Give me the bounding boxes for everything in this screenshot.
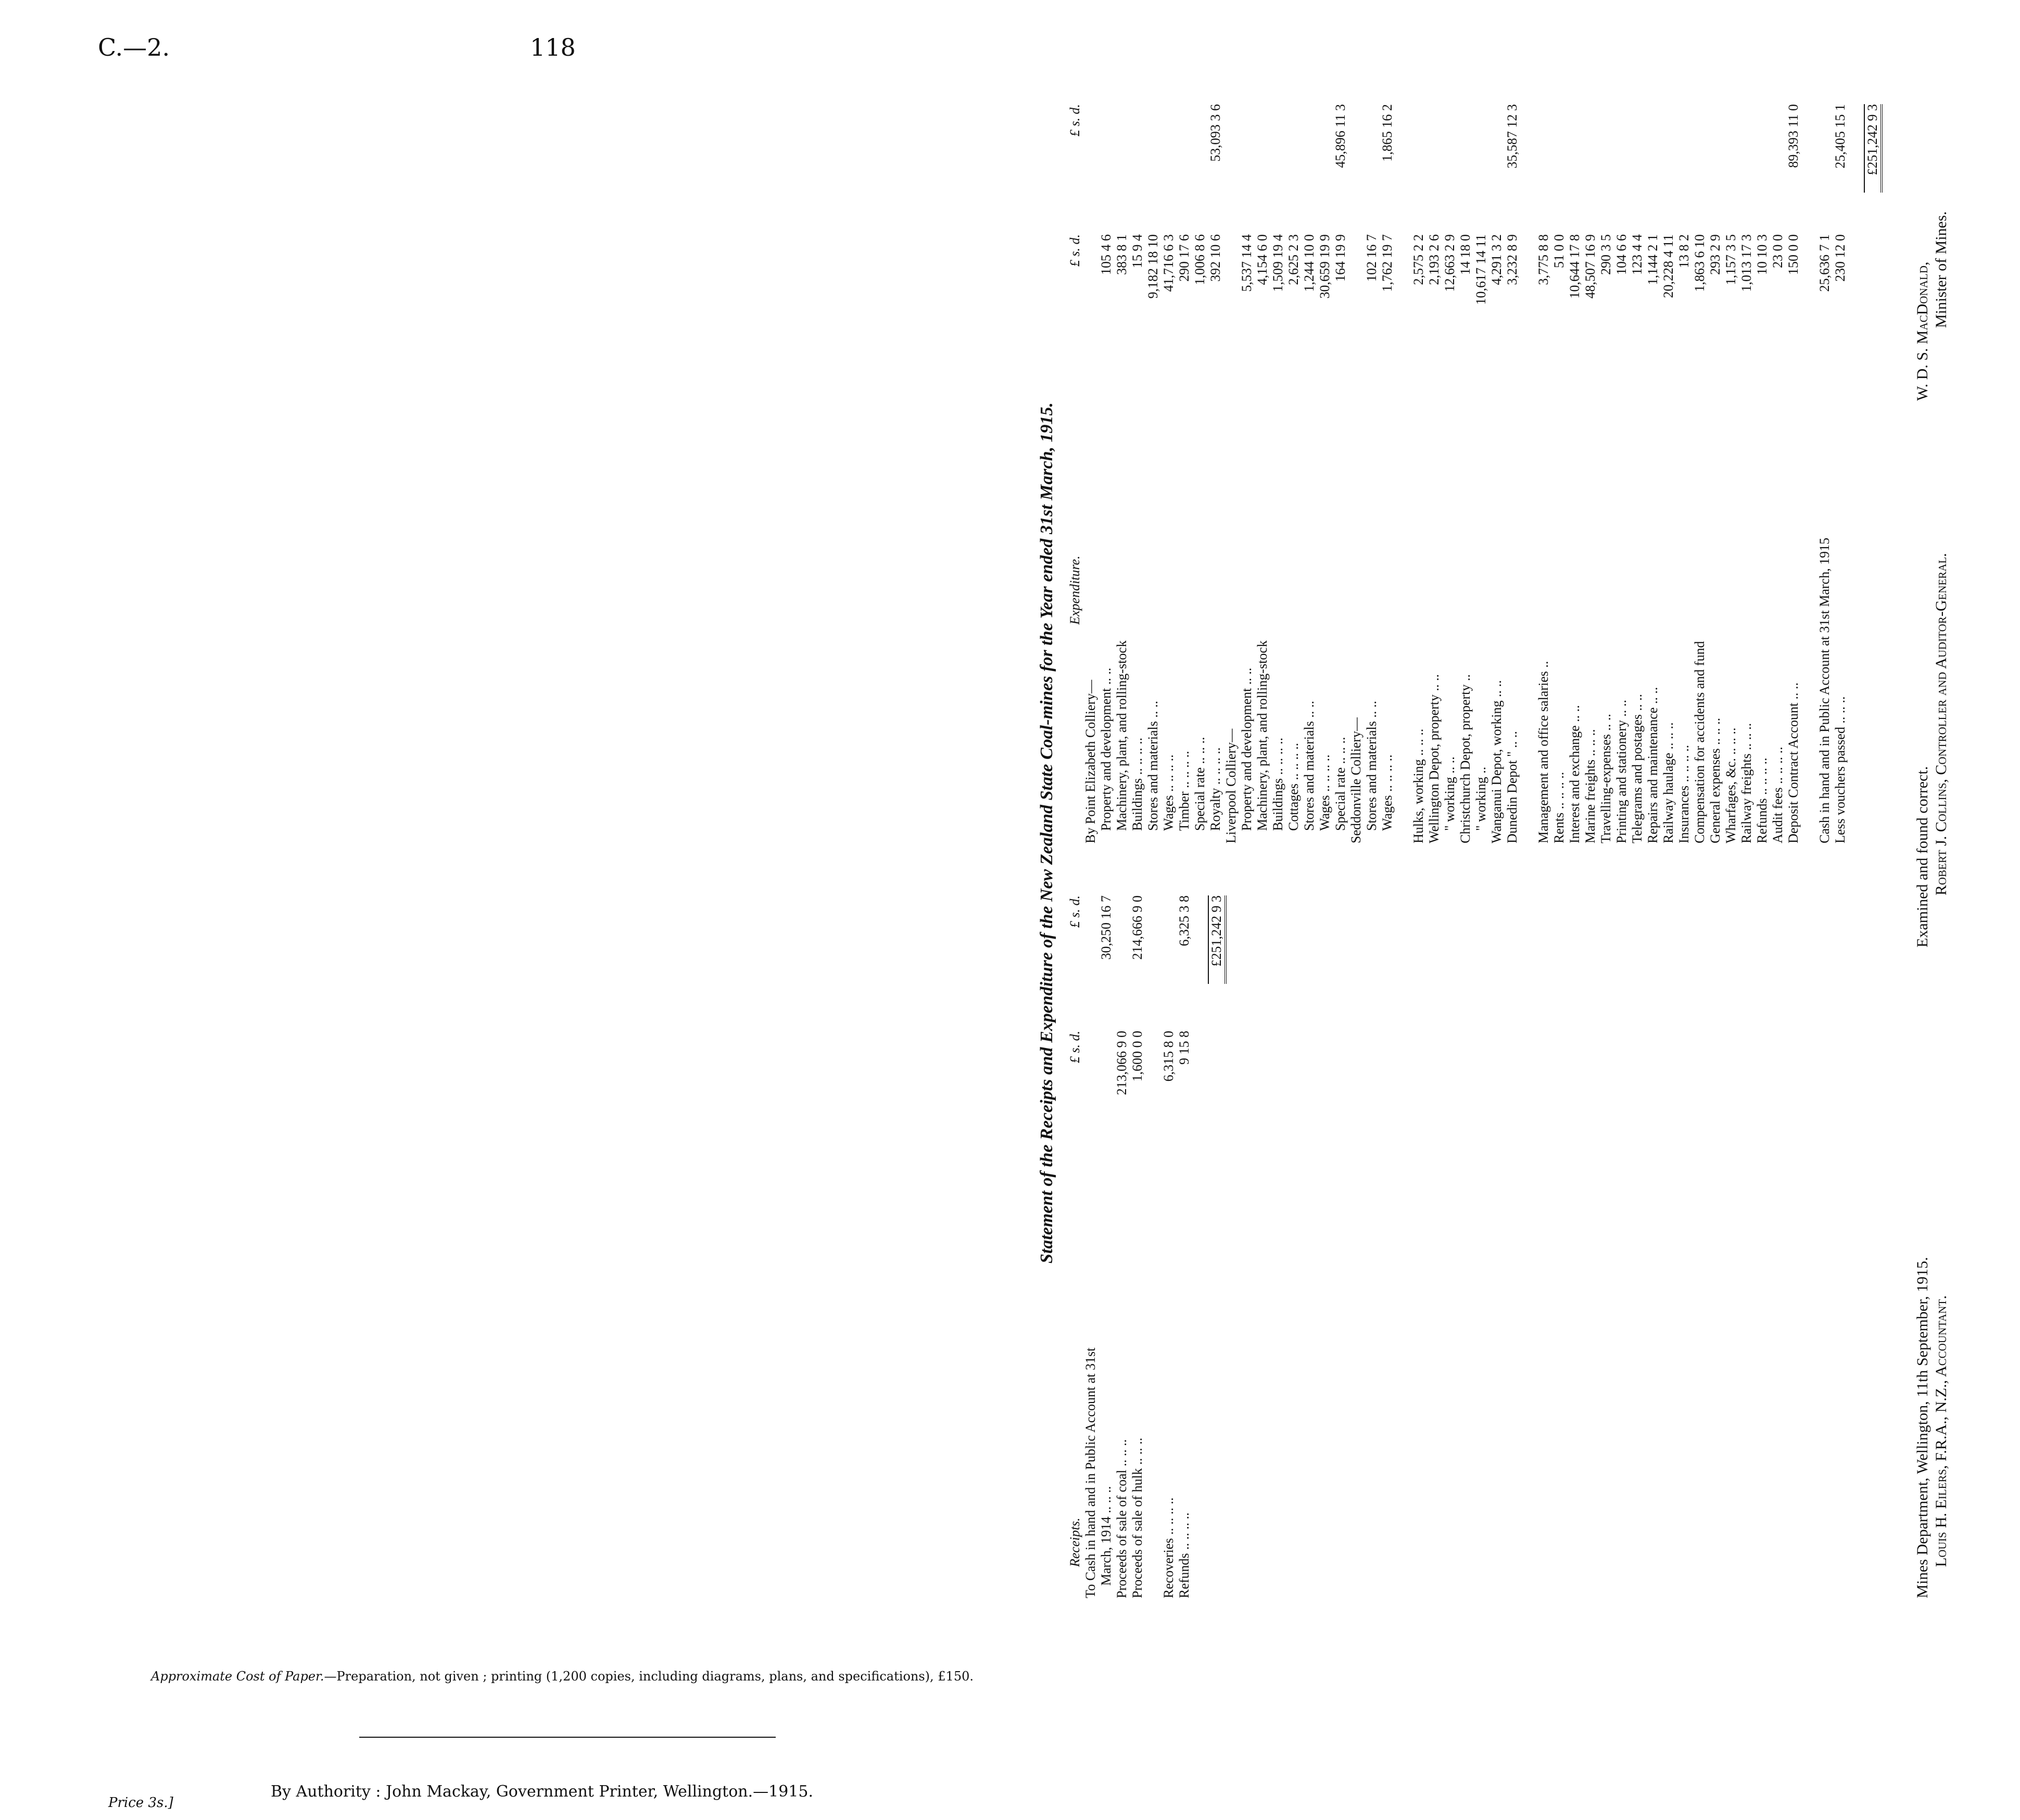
expenditure-amount-c1: 23 0 0: [1770, 234, 1785, 268]
expenditure-row: [1630, 94, 1645, 843]
expenditure-label: " working ..: [1473, 766, 1488, 831]
expenditure-row: [1739, 94, 1754, 843]
expenditure-amount-c1: 2,575 2 2: [1411, 234, 1426, 285]
receipts-rows: [1083, 875, 1223, 1598]
expenditure-amount-c1: 1,144 2 1: [1645, 234, 1660, 285]
auditor-signature: [1913, 553, 1951, 947]
expenditure-amount-c1: 2,625 2 3: [1286, 234, 1301, 285]
cost-note-label: Approximate Cost of Paper.: [151, 1669, 324, 1684]
expenditure-amount-c1: 1,157 3 5: [1723, 234, 1738, 285]
expenditure-amount-c1: 10,644 17 8: [1567, 234, 1582, 299]
expenditure-row: [1099, 94, 1114, 843]
expenditure-amount-c1: 9,182 18 10: [1145, 234, 1160, 299]
expenditure-amount-c1: 290 17 6: [1177, 234, 1192, 282]
expenditure-row: [1426, 94, 1442, 843]
expenditure-label: Stores and materials .. ..: [1364, 701, 1379, 831]
expenditure-amount-c1: 104 6 6: [1614, 234, 1629, 275]
expenditure-row: [1708, 94, 1723, 843]
expenditure-amount-c2: 25,405 15 1: [1833, 104, 1848, 169]
expenditure-amount-c1: 383 8 1: [1114, 234, 1129, 275]
receipts-label: Proceeds of sale of hulk .. .. ..: [1130, 1437, 1145, 1598]
expenditure-label: Repairs and maintenance .. ..: [1645, 687, 1660, 843]
expenditure-row: [1770, 94, 1786, 843]
expenditure-label: Timber .. .. .. ..: [1177, 751, 1192, 831]
expenditure-row: [1551, 94, 1567, 843]
receipts-total: £251,242 9 3: [1208, 895, 1227, 984]
expenditure-row: [1458, 94, 1473, 843]
expenditure-row: [1567, 94, 1583, 843]
receipts-col2-header: £ s. d.: [1067, 895, 1082, 928]
expenditure-amount-c1: 13 8 2: [1676, 234, 1691, 268]
expenditure-label: Property and development .. ..: [1239, 667, 1254, 831]
receipts-amount-c2: 6,325 3 8: [1177, 895, 1192, 946]
expenditure-row: [1676, 94, 1692, 843]
expenditure-amount-c1: 4,291 3 2: [1489, 234, 1504, 285]
expenditure-label: Wages .. .. .. ..: [1317, 754, 1332, 831]
printer-authority: By Authority : John Mackay, Government Printer, Wellington.—1915.: [271, 1783, 814, 1801]
expenditure-amount-c1: 102 16 7: [1364, 234, 1379, 282]
price-note: Price 3s.]: [108, 1795, 173, 1811]
expenditure-label: Telegrams and postages .. ..: [1630, 694, 1645, 843]
expenditure-row: [1380, 94, 1395, 843]
expenditure-label: Insurances .. .. .. ..: [1676, 744, 1691, 843]
receipts-row: [1114, 875, 1130, 1598]
expenditure-row: [1661, 94, 1676, 843]
expenditure-row: [1411, 94, 1426, 843]
expenditure-label: Marine freights .. .. ..: [1583, 729, 1598, 843]
expenditure-row: [1114, 94, 1130, 843]
expenditure-amount-c1: 5,537 14 4: [1239, 234, 1254, 292]
expenditure-amount-c1: 105 4 6: [1099, 234, 1114, 275]
expenditure-label: Seddonville Colliery—: [1348, 717, 1364, 843]
expenditure-row: [1520, 94, 1536, 843]
expenditure-row: [1645, 94, 1661, 843]
expenditure-amount-c2: 89,393 11 0: [1786, 104, 1801, 168]
expenditure-label: Machinery, plant, and rolling-stock: [1114, 640, 1129, 831]
expenditure-row: [1442, 94, 1458, 843]
expenditure-label: Buildings .. .. .. ..: [1130, 737, 1145, 831]
rotated-statement: [1031, 78, 2020, 1640]
minister-signature: [1913, 211, 1951, 401]
expenditure-col2-header: £ s. d.: [1067, 104, 1082, 137]
expenditure-row: [1598, 94, 1614, 843]
expenditure-amount-c2: 35,587 12 3: [1505, 104, 1520, 169]
receipts-amount-c2: 214,666 9 0: [1130, 895, 1145, 960]
expenditure-row: [1223, 94, 1239, 843]
receipts-label: March, 1914 .. .. ..: [1099, 1486, 1114, 1586]
expenditure-row: [1208, 94, 1223, 843]
expenditure-row: [1161, 94, 1177, 843]
expenditure-label: Special rate .. .. ..: [1192, 737, 1207, 831]
expenditure-amount-c1: 293 2 9: [1708, 234, 1723, 275]
expenditure-label: Machinery, plant, and rolling-stock: [1255, 640, 1270, 831]
expenditure-label: Liverpool Colliery—: [1223, 728, 1239, 843]
expenditure-amount-c1: 2,193 2 6: [1426, 234, 1442, 285]
expenditure-total-row: [1864, 94, 1879, 843]
expenditure-label: Hulks, working .. .. ..: [1411, 728, 1426, 843]
page-number: 118: [530, 33, 576, 61]
accountant-name: Louis H. Eilers, F.R.A., N.Z., Accountant.: [1933, 1295, 1950, 1567]
expenditure-row: [1333, 94, 1348, 843]
receipts-label: Recoveries .. .. .. ..: [1161, 1497, 1176, 1598]
expenditure-label: Management and office salaries ..: [1536, 661, 1551, 843]
expenditure-row: [1317, 94, 1333, 843]
expenditure-label: Property and development .. ..: [1099, 667, 1114, 831]
expenditure-label: Printing and stationery .. ..: [1614, 700, 1629, 843]
expenditure-total-spacer: [1848, 94, 1864, 843]
receipts-col1-header: £ s. d.: [1067, 1031, 1082, 1064]
expenditure-amount-c1: 230 12 0: [1833, 234, 1848, 282]
receipts-row: [1083, 875, 1099, 1598]
expenditure-label: Cottages .. .. .. ..: [1286, 743, 1301, 831]
expenditure-rows: [1083, 94, 1879, 843]
expenditure-amount-c1: 25,636 7 1: [1817, 234, 1832, 292]
expenditure-row: [1817, 94, 1833, 843]
expenditure-row: [1192, 94, 1208, 843]
receipts-amount-c1: 9 15 8: [1177, 1031, 1192, 1065]
expenditure-row: [1177, 94, 1192, 843]
expenditure-row: [1255, 94, 1270, 843]
expenditure-amount-c2: 1,865 16 2: [1380, 104, 1395, 162]
expenditure-label: Compensation for accidents and fund: [1692, 641, 1707, 843]
expenditure-label: Railway haulage .. .. ..: [1661, 722, 1676, 843]
receipts-row: [1099, 875, 1114, 1598]
expenditure-amount-c1: 1,509 19 4: [1270, 234, 1285, 292]
expenditure-label: Rents .. .. .. ..: [1551, 772, 1567, 843]
receipts-column: [1067, 875, 1223, 1598]
expenditure-amount-c1: 12,663 2 9: [1442, 234, 1457, 292]
expenditure-row: [1692, 94, 1708, 843]
expenditure-label: General expenses .. .. ..: [1708, 717, 1723, 843]
expenditure-col1-header: £ s. d.: [1067, 234, 1082, 267]
expenditure-amount-c1: 1,863 6 10: [1692, 234, 1707, 292]
expenditure-label: Wanganui Depot, working .. ..: [1489, 680, 1504, 843]
expenditure-row: [1614, 94, 1630, 843]
expenditure-row: [1473, 94, 1489, 843]
expenditure-row: [1754, 94, 1770, 843]
receipts-total-row: [1208, 875, 1223, 1598]
receipts-row: [1177, 875, 1192, 1598]
expenditure-amount-c1: 164 19 9: [1333, 234, 1348, 282]
receipts-row: [1161, 875, 1177, 1598]
minister-name: W. D. S. MacDonald,: [1914, 261, 1931, 401]
expenditure-column: [1067, 94, 1879, 843]
expenditure-row: [1833, 94, 1848, 843]
expenditure-amount-c1: 15 9 4: [1130, 234, 1145, 268]
expenditure-label: Stores and materials .. ..: [1145, 701, 1160, 831]
expenditure-label: Deposit Contract Account .. ..: [1786, 682, 1801, 843]
receipts-amount-c1: 6,315 8 0: [1161, 1031, 1176, 1082]
expenditure-row: [1364, 94, 1380, 843]
expenditure-amount-c1: 41,716 6 3: [1161, 234, 1176, 292]
receipts-total-spacer: [1192, 875, 1208, 1598]
expenditure-amount-c1: 392 10 6: [1208, 234, 1223, 282]
expenditure-amount-c1: 14 18 0: [1458, 234, 1473, 275]
statement-title: Statement of the Receipts and Expenditure of the New Zealand State Coal-mines for the Year ended 31st March, 1915.: [1037, 402, 1056, 1264]
expenditure-row: [1505, 94, 1520, 843]
receipts-row: [1145, 875, 1161, 1598]
expenditure-label: Wages .. .. .. ..: [1380, 754, 1395, 831]
expenditure-label: " working .. ..: [1442, 756, 1457, 831]
footer-rule: [359, 1737, 776, 1738]
expenditure-label: Railway freights .. .. ..: [1739, 723, 1754, 843]
expenditure-label: Travelling-expenses .. ..: [1598, 714, 1613, 843]
expenditure-amount-c1: 1,013 17 3: [1739, 234, 1754, 292]
expenditure-label: By Point Elizabeth Colliery—: [1083, 679, 1098, 843]
expenditure-label: Special rate .. .. ..: [1333, 737, 1348, 831]
expenditure-row: [1723, 94, 1739, 843]
expenditure-row: [1145, 94, 1161, 843]
expenditure-row: [1536, 94, 1551, 843]
expenditure-row: [1286, 94, 1302, 843]
expenditure-amount-c1: 3,232 8 9: [1505, 234, 1520, 285]
expenditure-row: [1239, 94, 1255, 843]
auditor-name: Robert J. Collins, Controller and Auditor-General.: [1933, 553, 1950, 895]
expenditure-amount-c1: 10,617 14 11: [1473, 234, 1488, 305]
expenditure-row: [1395, 94, 1411, 843]
expenditure-amount-c1: 123 4 4: [1630, 234, 1645, 275]
cost-note: [151, 1669, 1088, 1684]
expenditure-label: Interest and exchange .. ..: [1567, 705, 1582, 843]
expenditure-amount-c1: 51 0 0: [1551, 234, 1567, 268]
receipts-label: Proceeds of sale of coal .. .. ..: [1114, 1439, 1129, 1598]
examined-note: Examined and found correct.: [1914, 766, 1931, 947]
expenditure-amount-c1: 1,762 19 7: [1380, 234, 1395, 292]
receipts-label: Refunds .. .. .. ..: [1177, 1512, 1192, 1598]
expenditure-label: Buildings .. .. .. ..: [1270, 737, 1285, 831]
expenditure-row: [1130, 94, 1145, 843]
expenditure-amount-c2: 53,093 3 6: [1208, 104, 1223, 162]
expenditure-row: [1302, 94, 1317, 843]
expenditure-label: Wages .. .. .. ..: [1161, 754, 1176, 831]
expenditure-label: Dunedin Depot " .. ..: [1505, 731, 1520, 843]
expenditure-amount-c1: 150 0 0: [1786, 234, 1801, 275]
minister-title: Minister of Mines.: [1933, 211, 1950, 328]
signature-place-date: Mines Department, Wellington, 11th September, 1915.: [1914, 1257, 1931, 1598]
expenditure-label: Stores and materials .. ..: [1302, 701, 1317, 831]
receipts-amount-c2: 30,250 16 7: [1099, 895, 1114, 960]
expenditure-heading: Expenditure.: [1067, 555, 1082, 625]
expenditure-amount-c1: 20,228 4 11: [1661, 234, 1676, 298]
expenditure-amount-c1: 4,154 6 0: [1255, 234, 1270, 285]
expenditure-label: Audit fees .. .. .. ..: [1770, 747, 1785, 843]
expenditure-row: [1489, 94, 1505, 843]
expenditure-amount-c1: 30,659 19 9: [1317, 234, 1332, 299]
receipts-row: [1130, 875, 1145, 1598]
expenditure-row: [1801, 94, 1817, 843]
cost-note-text: —Preparation, not given ; printing (1,200 copies, including diagrams, plans, and specifications), £150.: [324, 1669, 974, 1684]
receipts-amount-c1: 1,600 0 0: [1130, 1031, 1145, 1082]
expenditure-amount-c1: 1,006 8 6: [1192, 234, 1207, 285]
expenditure-label: Refunds .. .. .. ..: [1754, 757, 1770, 843]
receipts-label: To Cash in hand and in Public Account at 31st: [1083, 1347, 1098, 1598]
expenditure-row: [1083, 94, 1099, 843]
expenditure-row: [1270, 94, 1286, 843]
expenditure-amount-c1: 3,775 8 8: [1536, 234, 1551, 285]
expenditure-total: £251,242 9 3: [1864, 104, 1883, 193]
expenditure-amount-c2: 45,896 11 3: [1333, 104, 1348, 168]
expenditure-row: [1786, 94, 1801, 843]
expenditure-label: Wharfages, &c. .. .. ..: [1723, 727, 1738, 843]
expenditure-amount-c1: 10 10 3: [1754, 234, 1770, 275]
expenditure-amount-c1: 1,244 10 0: [1302, 234, 1317, 292]
receipts-amount-c1: 213,066 9 0: [1114, 1031, 1129, 1095]
document-code: C.—2.: [98, 33, 170, 61]
expenditure-label: Wellington Depot, property .. ..: [1426, 674, 1442, 843]
expenditure-amount-c1: 290 3 5: [1598, 234, 1613, 275]
expenditure-label: Christchurch Depot, property ..: [1458, 674, 1473, 843]
expenditure-row: [1583, 94, 1598, 843]
expenditure-label: Cash in hand and in Public Account at 31st March, 1915: [1817, 537, 1832, 843]
receipts-heading: Receipts.: [1067, 1518, 1082, 1567]
expenditure-amount-c1: 48,507 16 9: [1583, 234, 1598, 299]
expenditure-label: Royalty .. .. .. ..: [1208, 747, 1223, 831]
expenditure-row: [1348, 94, 1364, 843]
accountant-signature: [1913, 1257, 1951, 1598]
expenditure-label: Less vouchers passed .. .. ..: [1833, 696, 1848, 843]
